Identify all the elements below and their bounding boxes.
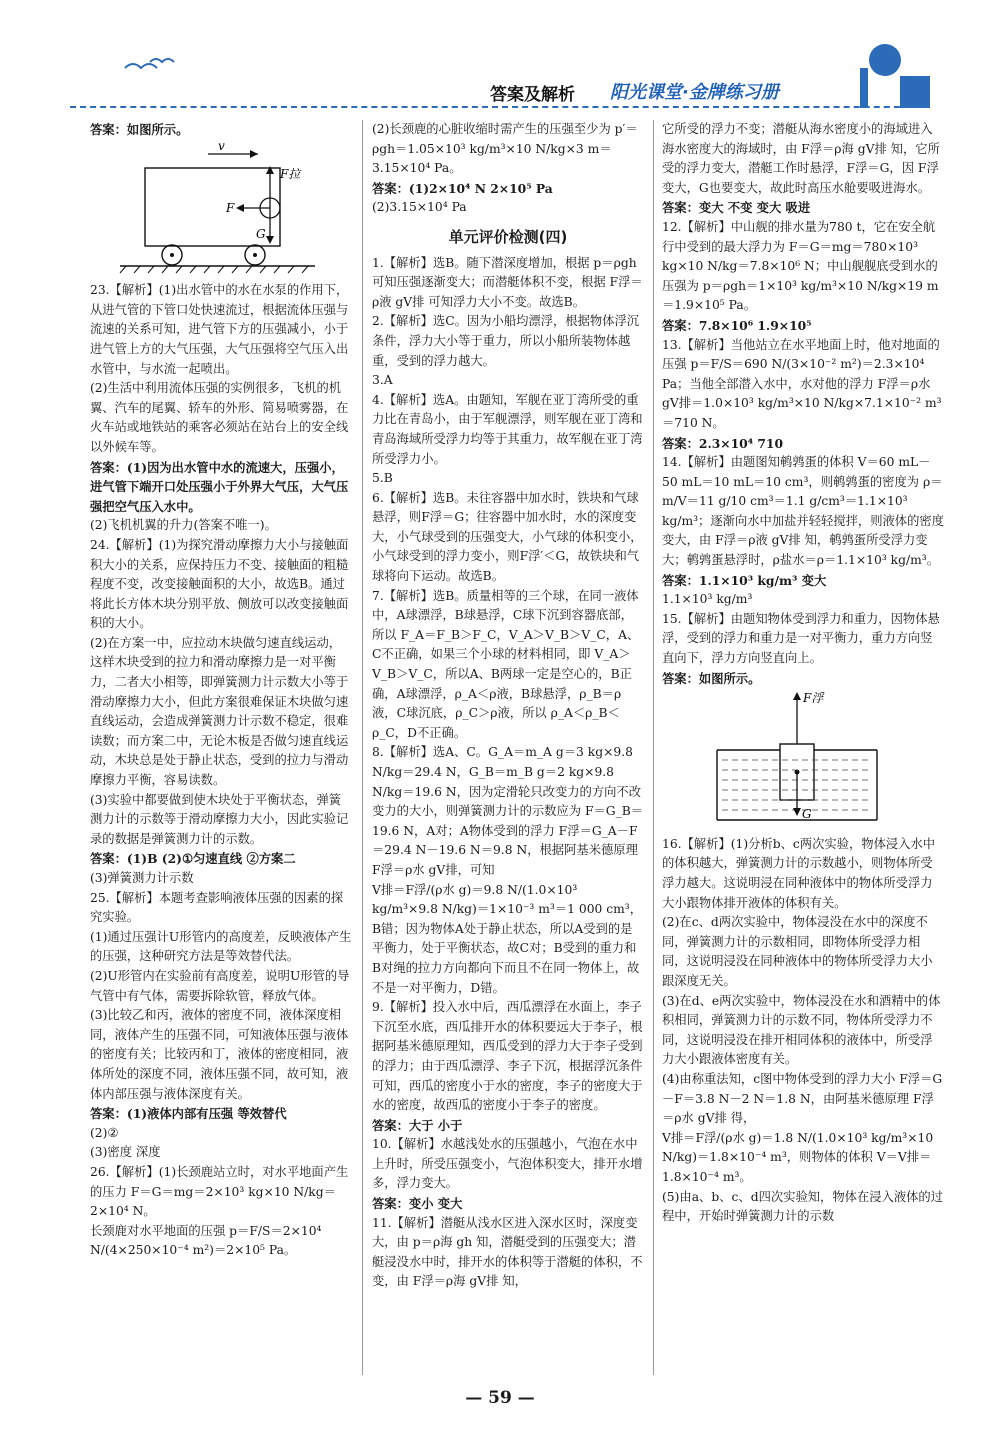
gravity-label: G	[802, 807, 812, 822]
paragraph: 1.1×10³ kg/m³	[662, 592, 753, 607]
answer-line: 答案：如图所示。	[662, 670, 761, 686]
paragraph: 12.【解析】中山舰的排水量为780 t，它在安全航行中受到的最大浮力为 F＝G＝mg＝780×10³ kg×10 N/kg＝7.8×10⁶ N；中山舰舰底受到水的压强为 p＝ρgh＝1×10³ kg/m³×10 N/kg×19 m＝1.9×10⁵ Pa。	[662, 219, 939, 313]
paragraph: 26.【解析】(1)长颈鹿站立时，对水平地面产生的压力 F＝G＝mg＝2×10³ kg×10 N/kg＝2×10⁴ N。	[90, 1164, 349, 1219]
paragraph: (3)密度 深度	[90, 1145, 161, 1160]
paragraph: (2)长颈鹿的心脏收缩时需产生的压强至少为 p′＝ρgh＝1.05×10³ kg/m³×10 N/kg×3 m＝3.15×10⁴ Pa。	[372, 122, 638, 176]
paragraph: 25.【解析】本题考查影响液体压强的因素的探究实验。	[90, 890, 344, 925]
paragraph: 1.【解析】选B。随下潜深度增加，根据 p＝ρgh 可知压强逐渐变大；而潜艇体积不变，根据 F浮＝ρ液 gV排 可知浮力大小不变。故选B。	[372, 255, 643, 309]
answer-line: 答案：大于 小于	[372, 1117, 463, 1133]
paragraph: 4.【解析】选A。由题知，军舰在亚丁湾所受的重力比在青岛小，由于军舰漂浮，则军舰在亚丁湾和青岛海域所受浮力均等于其重力，故军舰在亚丁湾所受浮力小。	[372, 392, 643, 466]
paragraph: V排＝F浮/(ρ水 g)＝9.8 N/(1.0×10³ kg/m³×9.8 N/kg)＝1×10⁻³ m³＝1 000 cm³，B错；因为物体A处于静止状态，所以A受到的是平衡力，处于平衡状态，故C对；B受到的重力和B对绳的拉力方向都向下而且不在同一物体上，故不是一对平衡力，D错。	[372, 882, 643, 995]
paragraph: 16.【解析】(1)分析b、c两次实验，物体浸入水中的体积越大，弹簧测力计的示数越小，则物体所受浮力越大。这说明浸在同种液体中的物体所受浮力大小跟物体排开液体的体积有关。	[662, 836, 936, 910]
answer-line: 答案：(1)因为出水管中水的流速大，压强小，进气管下端开口处压强小于外界大气压，大气压强把空气压入水中。	[90, 459, 349, 514]
building-icon	[900, 76, 930, 108]
answer-line: 答案：7.8×10⁶ 1.9×10⁵	[662, 317, 812, 333]
paragraph: 15.【解析】由题知物体受到浮力和重力，因物体悬浮，受到的浮力和重力是一对平衡力，重力方向竖直向下，浮力方向竖直向上。	[662, 611, 940, 666]
paragraph: 长颈鹿对水平地面的压强 p＝F/S＝2×10⁴ N/(4×250×10⁻⁴ m²)＝2×10⁵ Pa。	[90, 1223, 322, 1258]
paragraph: 10.【解析】水越浅处水的压强越小，气泡在水中上升时，所受压强变小，气泡体积变大，排开水增多，浮力变大。	[372, 1137, 643, 1191]
gravity-label: G	[256, 226, 266, 241]
tower-icon	[860, 68, 868, 108]
paragraph: (2)3.15×10⁴ Pa	[372, 200, 467, 215]
header-series-title: 阳光课堂·金牌练习册	[610, 82, 779, 103]
paragraph: 14.【解析】由题图知鹌鹑蛋的体积 V＝60 mL－50 mL＝10 mL＝10 cm³，则鹌鹑蛋的密度为 ρ＝m/V＝11 g/10 cm³＝1.1 g/cm³＝1.1×10³ kg/m³；逐渐向水中加盐并轻轻搅拌，则液体的密度变大，由 F浮＝ρ液 gV排 知，鹌鹑蛋所受浮力变大；鹌鹑蛋悬浮时，ρ盐水＝ρ＝1.1×10³ kg/m³。	[662, 455, 944, 568]
paragraph: (3)在d、e两次实验中，物体浸没在水和酒精中的体积相同，弹簧测力计的示数不同，物体所受浮力不同，这说明浸没在排开相同体积的液体中，所受浮力大小跟液体密度有关。	[662, 993, 941, 1067]
answer-line: 答案：变大 不变 变大 吸进	[662, 200, 811, 216]
answer-line: 答案：如图所示。	[90, 122, 189, 137]
column-2	[372, 120, 644, 1292]
figure-cart-forces	[90, 140, 340, 275]
paragraph: (5)由a、b、c、d四次实验知，物体在浸入液体的过程中，开始时弹簧测力计的示数	[662, 1189, 944, 1224]
bird-icon	[125, 64, 157, 68]
column-divider	[653, 120, 654, 1375]
paragraph: (4)由称重法知，c图中物体受到的浮力大小 F浮＝G－F＝3.8 N－2 N＝1.8 N，由阿基米德原理 F浮＝ρ水 gV排 得，	[662, 1071, 943, 1126]
column-1	[90, 120, 352, 1261]
paragraph: (1)通过压强计U形管内的高度差，反映液体产生的压强，这种研究方法是等效替代法。	[90, 929, 352, 964]
paragraph: 24.【解析】(1)为探究滑动摩擦力大小与接触面积大小的关系，应保持压力不变、接触面的粗糙程度不变，改变接触面积的大小，故选B。通过将此长方体木块分别平放、侧放可以改变接触面积的大小。	[90, 537, 349, 631]
paragraph: (2)飞机机翼的升力(答案不唯一)。	[90, 518, 277, 533]
answer-line: 答案：2.3×10⁴ 710	[662, 435, 784, 451]
force-label: F	[226, 200, 235, 215]
bird-icon	[150, 59, 174, 62]
answer-line: 答案：(1)液体内部有压强 等效替代	[90, 1106, 287, 1122]
paragraph: 7.【解析】选B。质量相等的三个球，在同一液体中，A球漂浮，B球悬浮，C球下沉到容器底部，所以 F_A＝F_B＞F_C，V_A＞V_B＞V_C，A、C不正确，如果三个小球的材料相同，即 V_A＞V_B＞V_C，所以A、B两球一定是空心的，B正确，A球漂浮，ρ_A＜ρ液，B球悬浮，ρ_B＝ρ液，C球沉底，ρ_C＞ρ液，所以 ρ_A＜ρ_B＜ρ_C，D不正确。	[372, 588, 640, 740]
figure-floating-block	[662, 688, 932, 828]
paragraph: (2)在方案一中，应拉动木块做匀速直线运动，这样木块受到的拉力和滑动摩擦力是一对平衡力，二者大小相等，即弹簧测力计示数大小等于滑动摩擦力大小，但此方案很难保证木块做匀速直线运动，会造成弹簧测力计示数不稳定，很难读数；而方案二中，无论木板是否做匀速直线运动，木块总是处于静止状态，受到的拉力与滑动摩擦力平衡，容易读数。	[90, 635, 349, 788]
buoyant-force-label: F浮	[803, 691, 824, 706]
paragraph: V排＝F浮/(ρ水 g)＝1.8 N/(1.0×10³ kg/m³×10 N/kg)＝1.8×10⁻⁴ m³，则物体的体积 V＝V排＝1.8×10⁻⁴ m³。	[662, 1130, 934, 1184]
paragraph: (3)比较乙和丙，液体的密度不同，液体深度相同，液体产生的压强不同，可知液体压强与液体的密度有关；比较丙和丁，液体的密度相同，液体所处的深度不同，液体压强不同，故可知，液体内部压强与液体深度有关。	[90, 1008, 349, 1101]
answer-line: 答案：变小 变大	[372, 1196, 463, 1212]
paragraph: (2)U形管内在实验前有高度差，说明U形管的导气管中有气体，需要拆除软管，释放气体。	[90, 968, 350, 1003]
paragraph: (3)实验中都要做到使木块处于平衡状态，弹簧测力计的示数等于滑动摩擦力大小，因此实验记录的数据是弹簧测力计的示数。	[90, 792, 349, 846]
answer-line: 答案：(1)B (2)①匀速直线 ②方案二	[90, 851, 296, 867]
paragraph: 它所受的浮力不变；潜艇从海水密度小的海域进入海水密度大的海域时，由 F浮＝ρ海 gV排 知，它所受的浮力变大，潜艇工作时悬浮，F浮＝G，因 F浮 变大，G也要变大，故此时高压水舱要吸进海水。	[662, 122, 940, 195]
paragraph: 13.【解析】当他站立在水平地面上时，他对地面的压强 p＝F/S＝690 N/(3×10⁻² m²)＝2.3×10⁴ Pa；当他全部潜入水中，水对他的浮力 F浮＝ρ水 gV排＝1.0×10³ kg/m³×10 N/kg×7.1×10⁻² m³＝710 N。	[662, 337, 942, 430]
pull-force-label: F拉	[280, 166, 301, 181]
paragraph: (2)在c、d两次实验中，物体浸没在水中的深度不同，弹簧测力计的示数相同，即物体所受浮力相同，这说明浸没在同种液体中的物体所受浮力大小跟深度无关。	[662, 915, 933, 988]
paragraph: (2)②	[90, 1125, 119, 1140]
page-number: — 59 —	[465, 1388, 535, 1408]
section-title: 单元评价检测(四)	[448, 227, 568, 246]
paragraph: 11.【解析】潜艇从浅水区进入深水区时，深度变大，由 p＝ρ海 gh 知，潜艇受到的压强变大；潜艇浸没水中时，排开水的体积等于潜艇的体积，不变，由 F浮＝ρ海 gV排 知，	[372, 1215, 643, 1289]
column-divider	[362, 120, 363, 1375]
column-3	[662, 120, 944, 1227]
paragraph: (3)弹簧测力计示数	[90, 871, 194, 885]
answer-line: 答案：1.1×10³ kg/m³ 变大	[662, 572, 827, 588]
paragraph: 8.【解析】选A、C。G_A＝m_A g＝3 kg×9.8 N/kg＝29.4 N，G_B＝m_B g＝2 kg×9.8 N/kg＝19.6 N，因为定滑轮只改变力的方向不改变力的大小，则弹簧测力计的示数应为 F＝G_B＝19.6 N，A对；A物体受到的浮力 F浮＝G_A－F＝29.4 N－19.6 N＝9.8 N，根据阿基米德原理 F浮＝ρ水 gV排，可知	[372, 745, 644, 877]
header-title: 答案及解析	[490, 85, 575, 105]
paragraph: 6.【解析】选B。未往容器中加水时，铁块和气球悬浮，则F浮＝G；往容器中加水时，水的深度变大，小气球受到的压强变大，小气球的体积变小，小气球受到的浮力变小，则F浮′＜G，故铁块和气球将向下运动。故选B。	[372, 490, 643, 584]
answer-line: 答案：(1)2×10⁴ N 2×10⁵ Pa	[372, 180, 553, 196]
paragraph: 9.【解析】投入水中后，西瓜漂浮在水面上，李子下沉至水底，西瓜排开水的体积要远大于李子，根据阿基米德原理知，西瓜受到的浮力大于李子受到的浮力；由于西瓜漂浮、李子下沉，根据浮沉条件可知，西瓜的密度小于水的密度，李子的密度大于水的密度，故西瓜的密度小于李子的密度。	[372, 1000, 643, 1113]
paragraph: 3.A	[372, 373, 393, 388]
header-decoration	[0, 0, 1000, 120]
paragraph: 23.【解析】(1)出水管中的水在水泵的作用下，从进气管的下管口处快速流过，根据流体压强与流速的关系可知，进气管下方的压强减小，小于进气管上方的大气压强，大气压强将空气压入出水管中，与水流一起喷出。	[90, 283, 349, 376]
velocity-label: v	[218, 139, 225, 153]
paragraph: 2.【解析】选C。因为小船均漂浮，根据物体浮沉条件，浮力大小等于重力，所以小船所装物体越重，受到的浮力越大。	[372, 314, 640, 368]
paragraph: (2)生活中利用流体压强的实例很多，飞机的机翼、汽车的尾翼、轿车的外形、简易喷雾器，在火车站或地铁站的乘客必须站在站台上的安全线以外候车等。	[90, 381, 349, 454]
sun-icon	[869, 44, 901, 76]
paragraph: 5.B	[372, 471, 393, 486]
